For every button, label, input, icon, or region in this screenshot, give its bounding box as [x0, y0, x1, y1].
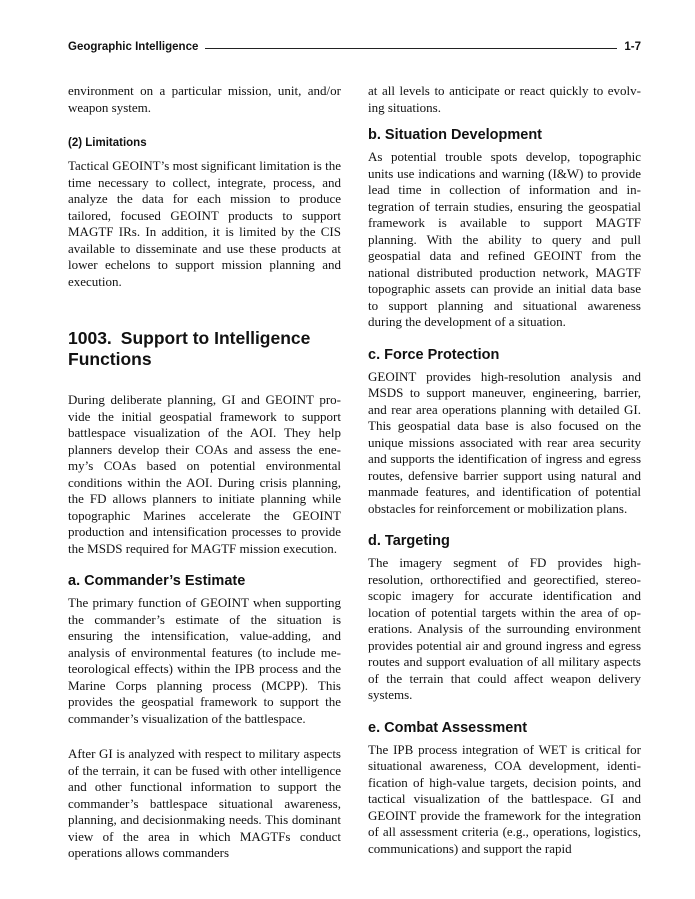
force-protection-heading: c. Force Protection	[368, 346, 500, 363]
header-rule	[205, 48, 617, 49]
page-number: 1-7	[624, 41, 641, 53]
section-1003-heading	[68, 328, 341, 370]
right-column	[368, 83, 641, 857]
combat-assessment-heading: e. Combat Assessment	[368, 719, 528, 736]
continuation-paragraph: at all levels to anticipate or react quickly to evolving situations.	[368, 83, 641, 115]
limitations-heading: (2) Limitations	[68, 137, 147, 149]
running-header	[68, 39, 641, 55]
targeting-heading: d. Targeting	[368, 533, 450, 549]
section-number: 1003.	[68, 328, 112, 348]
left-column	[68, 83, 341, 862]
targeting-paragraph: The imagery segment of FD provides high-resolution, orthorectified and georectified, stereoscopic imagery for accurate identification and location of potential targets within the area of operations. Analysis of the surrounding environment provides potential air and ground ingress and egress routes and support evaluation of all military aspects of the terrain that could affect weapon delivery systems.	[368, 555, 641, 702]
combat-assessment-paragraph: The IPB process integration of WET is critical for situational awareness, COA development, identification of high-value targets, decision points, and tactical visualization of the battlespace. GI and GEOINT provide the framework for the integration of all assessment criteria (e.g., operations, logistics, communications) and support the rapid	[368, 741, 641, 856]
section-1003-paragraph: During deliberate planning, GI and GEOINT provide the initial geospatial framework to support battlespace visualization of the AOI. They help planners develop their COAs and assess the enemy’s COAs based on potential environmental conditions within the AOI. During crisis planning, the FD allows planners to initiate planning while topographic Marines accelerate the GEOINT production and intensification processes to provide the MSDS required for MAGTF mission execution.	[68, 392, 341, 556]
situation-development-heading: b. Situation Development	[368, 127, 543, 143]
commanders-estimate-heading: a. Commander’s Estimate	[68, 573, 246, 589]
commanders-estimate-paragraph-2: After GI is analyzed with respect to military aspects of the terrain, it can be fused with other intelligence and other functional information to support the commander’s battlespace situational awareness, planning, and decisionmaking needs. This dominant view of the area in which MAGTFs conduct operations allows commanders	[68, 746, 341, 860]
intro-paragraph: environment on a particular mission, unit, and/or weapon system.	[68, 83, 341, 115]
limitations-paragraph: Tactical GEOINT’s most significant limitation is the time necessary to collect, integrate, process, and analyze the data for each mission to produce tailored, focused GEOINT products to support MAGTF IRs. In addition, it is limited by the CIS available to disseminate and use these products at lower echelons to support mission planning and execution.	[68, 158, 341, 289]
section-title: Support to Intelligence Functions	[68, 328, 311, 369]
commanders-estimate-paragraph-1: The primary function of GEOINT when supporting the commander’s estimate of the situation is ensuring the intensification, value-adding, and analysis of environmental features (to include meteorological effects) within the IPB process and the Marine Corps planning process (MCPP). This provides the geospatial framework to support the commander’s visualization of the battlespace.	[68, 595, 341, 726]
running-title: Geographic Intelligence	[68, 41, 199, 53]
force-protection-paragraph: GEOINT provides high-resolution analysis and MSDS to support maneuver, engineering, barrier, and rear area operations planning with detailed GI. This geospatial data base is also focused on the unique missions associated with rear area security and supports the identification of ingress and egress routes, defensive barrier support using natural and manmade features, and identification of potential obstacles for reinforcement or mobilization plans.	[368, 368, 641, 516]
situation-development-paragraph: As potential trouble spots develop, topographic units use indications and warning (I&W) to provide lead time in collection of information and integration of terrain studies, ensuring the geospatial framework is available to support MAGTF planning. With the ability to query and pull geospatial data and refined GEOINT from the national distributed production network, MAGTF topographic assets can provide an initial data base to support planning and situational awareness during the development of a situation.	[368, 149, 641, 329]
